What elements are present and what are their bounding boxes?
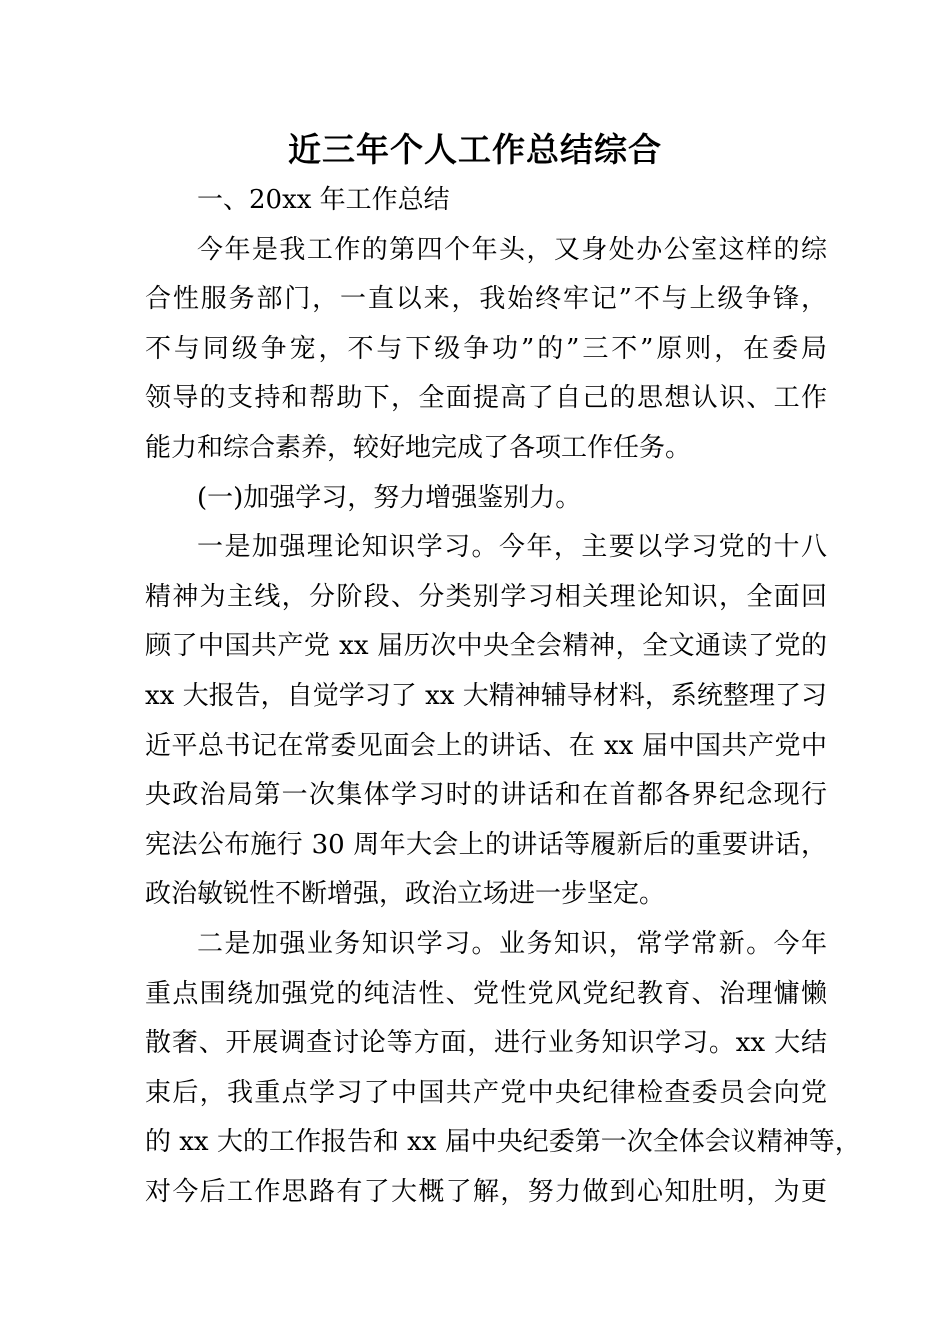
text-line: 不与同级争宠，不与下级争功”的”三不”原则，在委局 bbox=[145, 333, 827, 364]
text-line: 对今后工作思路有了大概了解，努力做到心知肚明，为更 bbox=[145, 1176, 827, 1207]
text-line: 重点围绕加强党的纯洁性、党性党风党纪教育、治理慵懒 bbox=[145, 978, 827, 1009]
text-line: 一是加强理论知识学习。今年，主要以学习党的十八 bbox=[197, 532, 827, 563]
text-line: 领导的支持和帮助下，全面提高了自己的思想认识、工作 bbox=[145, 383, 827, 414]
text-line: 合性服务部门，一直以来，我始终牢记”不与上级争锋， bbox=[145, 284, 827, 315]
text-line: 能力和综合素养，较好地完成了各项工作任务。 bbox=[145, 432, 692, 463]
text-line: 顾了中国共产党 xx 届历次中央全会精神，全文通读了党的 bbox=[145, 631, 827, 662]
text-line: 一、20xx 年工作总结 bbox=[197, 185, 450, 215]
text-line: 今年是我工作的第四个年头，又身处办公室这样的综 bbox=[197, 234, 827, 265]
text-line: 央政治局第一次集体学习时的讲话和在首都各界纪念现行 bbox=[145, 780, 827, 811]
document-body bbox=[145, 176, 861, 1217]
document-title: 近三年个人工作总结综合 bbox=[288, 130, 662, 169]
text-line: 宪法公布施行 30 周年大会上的讲话等履新后的重要讲话， bbox=[145, 829, 827, 860]
text-line: 的 xx 大的工作报告和 xx 届中央纪委第一次全体会议精神等， bbox=[145, 1127, 861, 1158]
text-line: 二是加强业务知识学习。业务知识，常学常新。今年 bbox=[197, 928, 827, 959]
text-line: 散奢、开展调查讨论等方面，进行业务知识学习。xx 大结 bbox=[145, 1028, 827, 1059]
text-line: xx 大报告，自觉学习了 xx 大精神辅导材料，系统整理了习 bbox=[145, 680, 827, 711]
text-line: (一)加强学习，努力增强鉴别力。 bbox=[197, 482, 582, 513]
text-line: 精神为主线，分阶段、分类别学习相关理论知识，全面回 bbox=[145, 581, 827, 612]
text-line: 政治敏锐性不断增强，政治立场进一步坚定。 bbox=[145, 879, 666, 910]
text-line: 近平总书记在常委见面会上的讲话、在 xx 届中国共产党中 bbox=[145, 730, 827, 761]
text-line: 束后，我重点学习了中国共产党中央纪律检查委员会向党 bbox=[145, 1077, 827, 1108]
